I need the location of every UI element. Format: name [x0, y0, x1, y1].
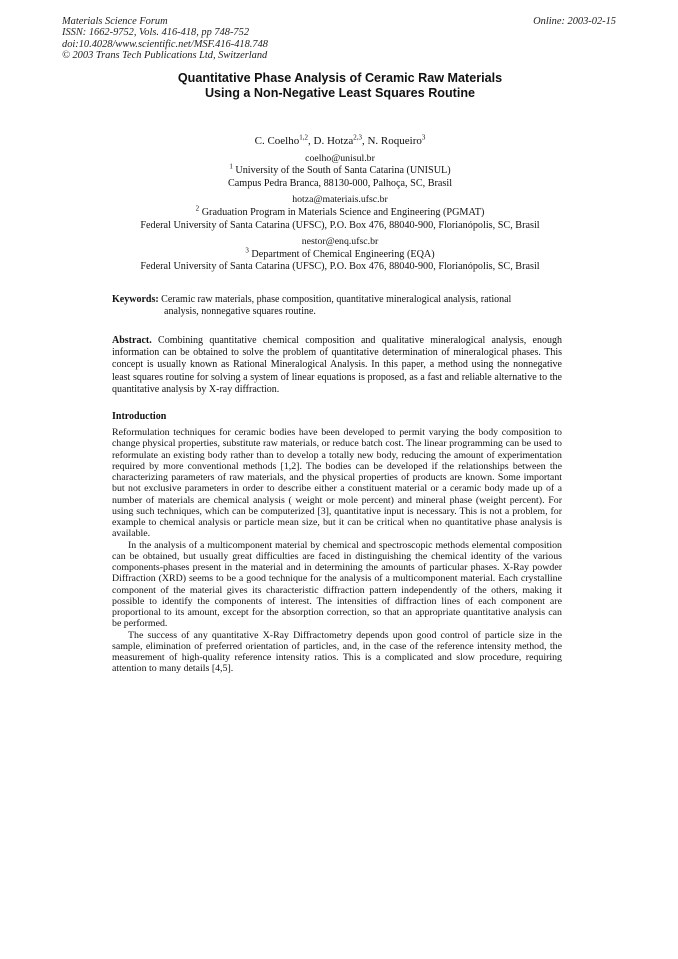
- keywords-label: Keywords:: [112, 294, 159, 305]
- affiliation-2: [60, 194, 620, 232]
- affiliation-line-2: Federal University of Santa Catarina (UFSC), P.O. Box 476, 88040-900, Florianópolis, SC, Brasil: [140, 219, 540, 231]
- title-line-2: Using a Non-Negative Least Squares Routine: [204, 86, 476, 100]
- affiliation-email: hotza@materiais.ufsc.br: [292, 194, 388, 206]
- keywords-text-2: analysis, nonnegative squares routine.: [164, 306, 316, 318]
- affiliation-line-1: [60, 246, 620, 262]
- title-line-1: Quantitative Phase Analysis of Ceramic Raw Materials: [177, 71, 503, 85]
- doi-line: doi:10.4028/www.scientific.net/MSF.416-418.748: [62, 38, 268, 50]
- affiliation-line-1: [60, 162, 620, 178]
- affiliation-number: 1: [229, 162, 233, 171]
- affiliation-number: 3: [245, 246, 249, 255]
- issn-line: ISSN: 1662-9752, Vols. 416-418, pp 748-752: [62, 27, 250, 39]
- keywords-section: [112, 294, 562, 319]
- author-separator: ,: [361, 135, 368, 147]
- affiliation-institution: Department of Chemical Engineering (EQA): [251, 248, 435, 260]
- intro-paragraph-2: In the analysis of a multicomponent material by chemical and spectroscopic methods elemental composition can be obtained, but usually great difficulties are faced in distinguishing the chemical identity of the various components-phases present in the material and in determining the amounts of particular phases. X-Ray powder Diffraction (XRD) seems to be a good technique for the analysis of a multicomponent material. Each crystalline component of the material gives its characteristic diffraction pattern independently of the others, making it possible to identify the components of interest. The intensities of diffraction lines of each component are proportional to its amount, except for the absorption correction, so that an appropriate quantitative analysis can be performed.: [112, 539, 562, 630]
- intro-paragraph-3: The success of any quantitative X-Ray Diffractometry depends upon good control of particle size in the sample, elimination of preferred orientation of particles, and, in the case of the reference intensity method, the measurement of high-quality reference intensity ratios. This is a complicated and slow procedure, requiring attention to many details [4,5].: [112, 629, 562, 675]
- journal-name: Materials Science Forum: [62, 16, 168, 27]
- author-2-affil: 2,3: [353, 133, 362, 142]
- author-separator: ,: [308, 135, 314, 147]
- author-block: [60, 135, 620, 278]
- intro-paragraph-1: Reformulation techniques for ceramic bodies have been developed to permit varying the body composition to change physical properties, substitute raw materials, or reduce batch cost. The linear programming can be used to reformulate an existing body rather than to develop a totally new body, reducing the amount of experimentation required by more conventional methods [1,2]. The bodies can be developed if the relationships between the characterizing parameters of raw materials, and the physical properties of products are known. Some important but not exclusive parameters in order to describe either a constituent material or a ceramic body made up of a number of materials are chemical analysis ( weight or mole percent) and mineral phase (weight percent). For using such techniques, which can be computerized [3], quantitative input is necessary. This is not a problem, for example to chemical analysis or particle mean size, but it can be critical when no quantitative phase analysis is available.: [112, 427, 562, 540]
- author-1: C. Coelho: [254, 135, 300, 147]
- affiliation-number: 2: [195, 204, 200, 213]
- affiliation-line-1: [60, 204, 620, 220]
- affiliation-line-2: Campus Pedra Branca, 88130-000, Palhoça, SC, Brasil: [227, 177, 453, 189]
- author-3-affil: 3: [421, 133, 426, 142]
- affiliation-institution: Graduation Program in Materials Science and Engineering (PGMAT): [201, 206, 485, 218]
- affiliation-3: [60, 236, 620, 274]
- author-1-affil: 1,2: [299, 133, 308, 142]
- introduction-body: [112, 427, 562, 675]
- affiliation-institution: University of the South of Santa Catarina (UNISUL): [235, 165, 451, 177]
- introduction-heading: Introduction: [112, 411, 167, 422]
- journal-header: [62, 16, 392, 62]
- abstract-label: Abstract.: [112, 335, 152, 346]
- author-3: N. Roqueiro: [367, 135, 422, 147]
- affiliation-email: coelho@unisul.br: [305, 152, 375, 164]
- abstract-text: Combining quantitative chemical composition and qualitative mineralogical analysis, enough information can be obtained to solve the problem of quantitative determination of mineralogical phases. This concept is usually known as Rational Mineralogical Analysis. In this paper, a method using the nonnegative least squares routine for solving a system of linear equations is proposed, as a fast and reliable alternative to the quantitative analysis by X-ray diffraction.: [112, 335, 562, 395]
- abstract-section: [112, 335, 562, 396]
- online-date: Online: 2003-02-15: [533, 16, 616, 27]
- author-2: D. Hotza: [313, 135, 354, 147]
- paper-title: [90, 71, 590, 101]
- copyright-line: © 2003 Trans Tech Publications Ltd, Switzerland: [62, 50, 268, 62]
- affiliation-email: nestor@enq.ufsc.br: [301, 236, 379, 248]
- affiliation-line-2: Federal University of Santa Catarina (UFSC), P.O. Box 476, 88040-900, Florianópolis, SC, Brasil: [140, 261, 540, 273]
- affiliation-1: [60, 153, 620, 191]
- keywords-text-1: Ceramic raw materials, phase composition, quantitative mineralogical analysis, rational: [161, 294, 512, 305]
- author-names: [60, 135, 620, 148]
